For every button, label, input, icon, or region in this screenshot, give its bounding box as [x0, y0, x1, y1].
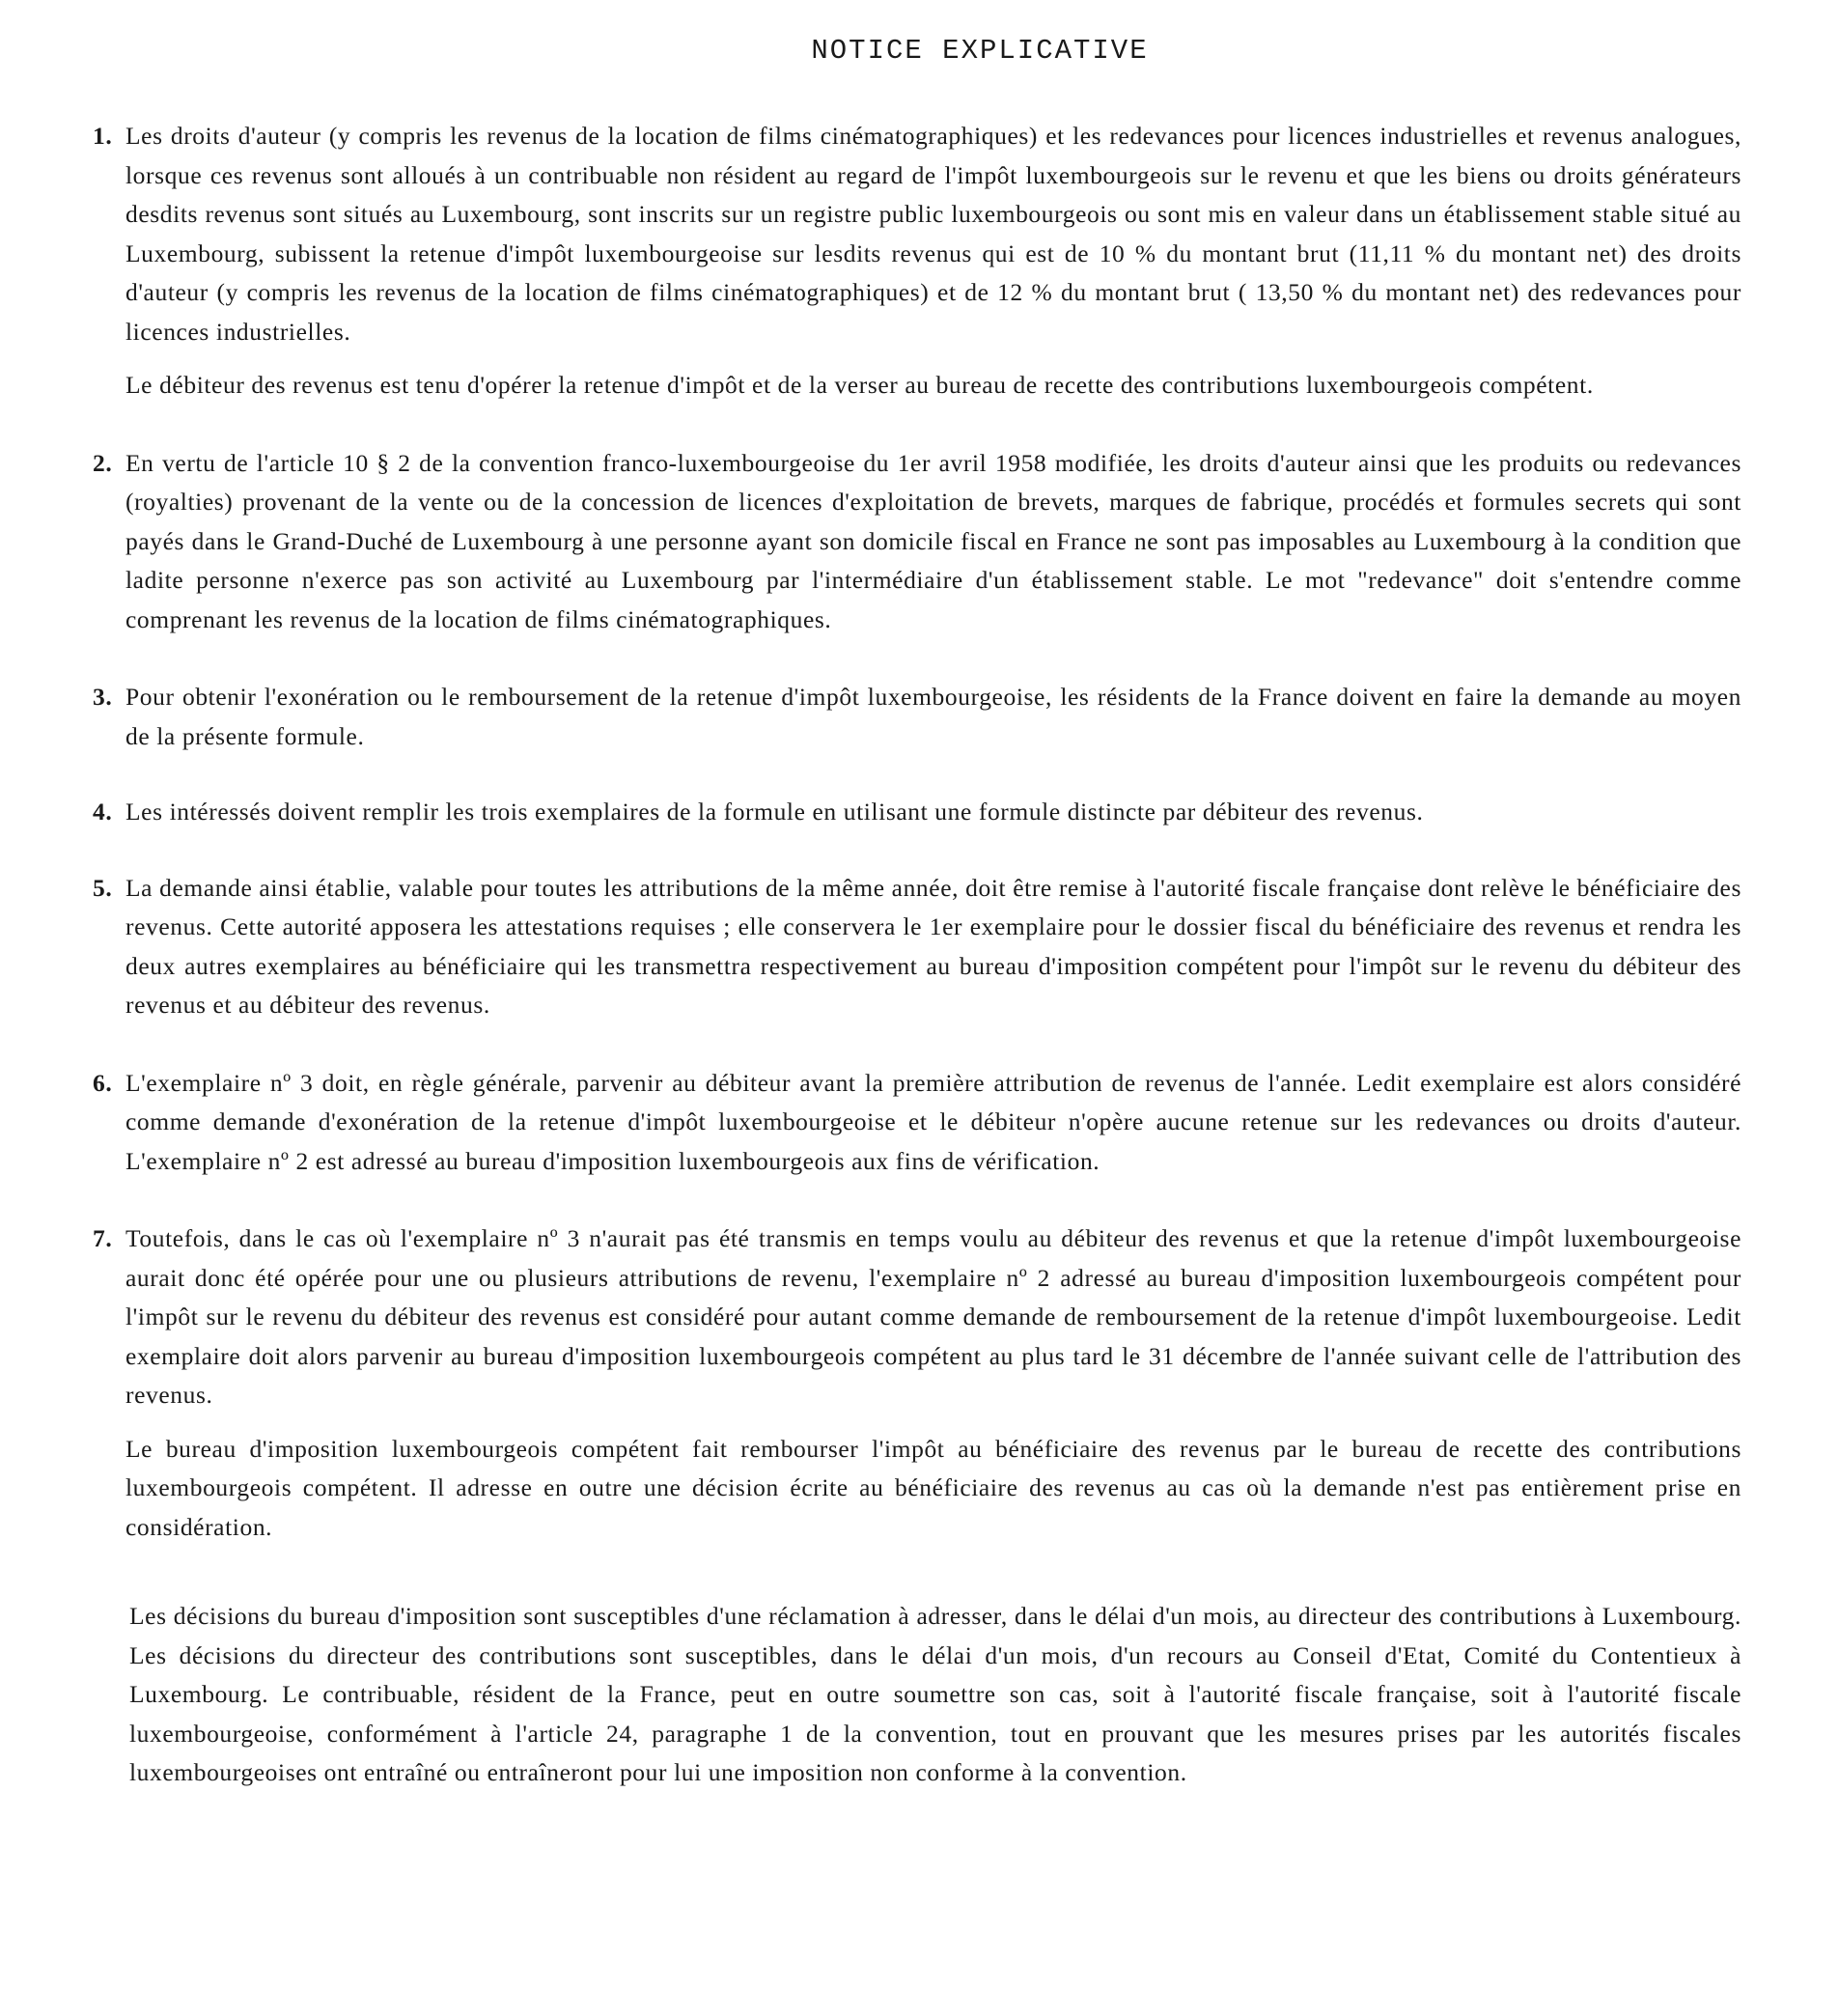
item-number: 2.	[93, 448, 113, 477]
item-paragraph: L'exemplaire nº 3 doit, en règle générale, parvenir au débiteur avant la première attribution de revenus de l'année. Ledit exemplaire est alors considéré comme demande d'exonération de la retenue d'impôt luxembourgeoise et le débiteur n'opère aucune retenue sur les redevances ou droits d'auteur. L'exemplaire nº 2 est adressé au bureau d'imposition luxembourgeois aux fins de vérification.	[125, 1068, 1741, 1175]
numbered-item-7	[93, 1219, 1741, 1547]
numbered-item-6	[93, 1064, 1741, 1182]
item-paragraph: Les intéressés doivent remplir les trois exemplaires de la formule en utilisant une formule distincte par débiteur des revenus.	[125, 798, 1424, 826]
closing-paragraph: Les décisions du bureau d'imposition sont susceptibles d'une réclamation à adresser, dans le délai d'un mois, au directeur des contributions à Luxembourg. Les décisions du directeur des contributions sont susceptibles, dans le délai d'un mois, d'un recours au Conseil d'Etat, Comité du Contentieux à Luxembourg. Le contribuable, résident de la France, peut en outre soumettre son cas, soit à l'autorité fiscale française, soit à l'autorité fiscale luxembourgeoise, conformément à l'article 24, paragraphe 1 de la convention, tout en prouvant que les mesures prises par les autorités fiscales luxembourgeoises ont entraîné ou entraîneront pour lui une imposition non conforme à la convention.	[129, 1602, 1741, 1786]
item-paragraph: Le débiteur des revenus est tenu d'opérer la retenue d'impôt et de la verser au bureau de recette des contributions luxembourgeois compétent.	[125, 371, 1594, 399]
item-paragraph: Toutefois, dans le cas où l'exemplaire nº 3 n'aurait pas été transmis en temps voulu au débiteur des revenus et que la retenue d'impôt luxembourgeoise aurait donc été opérée pour une ou plusieurs attributions de revenu, l'exemplaire nº 2 adressé au bureau d'imposition luxembourgeois compétent pour l'impôt sur le revenu du débiteur des revenus est considéré pour autant comme demande de remboursement de la retenue d'impôt luxembourgeoise. Ledit exemplaire doit alors parvenir au bureau d'imposition luxembourgeois compétent au plus tard le 31 décembre de l'année suivant celle de l'attribution des revenus.	[125, 1224, 1741, 1409]
item-paragraph: Le bureau d'imposition luxembourgeois compétent fait rembourser l'impôt au bénéficiaire des revenus par le bureau de recette des contributions luxembourgeois compétent. Il adresse en outre une décision écrite au bénéficiaire des revenus au cas où la demande n'est pas entièrement prise en considération.	[125, 1434, 1741, 1541]
item-number: 3.	[93, 683, 113, 711]
item-number: 6.	[93, 1068, 113, 1097]
item-paragraph: La demande ainsi établie, valable pour toutes les attributions de la même année, doit être remise à l'autorité fiscale française dont relève le bénéficiaire des revenus. Cette autorité apposera les attestations requises ; elle conservera le 1er exemplaire pour le dossier fiscal du bénéficiaire des revenus et rendra les deux autres exemplaires au bénéficiaire qui les transmettra respectivement au bureau d'imposition compétent pour l'impôt sur le revenu du débiteur des revenus et au débiteur des revenus.	[125, 873, 1741, 1019]
numbered-item-3	[93, 678, 1741, 756]
closing-section	[93, 1597, 1741, 1793]
item-number: 7.	[93, 1224, 113, 1252]
numbered-item-4	[93, 793, 1741, 832]
numbered-item-2	[93, 444, 1741, 640]
item-number: 5.	[93, 873, 113, 902]
numbered-item-1	[93, 117, 1741, 406]
item-paragraph: Les droits d'auteur (y compris les revenus de la location de films cinématographiques) et les redevances pour licences industrielles et revenus analogues, lorsque ces revenus sont alloués à un contribuable non résident au regard de l'impôt luxembourgeois sur le revenu et que les biens ou droits générateurs desdits revenus sont situés au Luxembourg, sont inscrits sur un registre public luxembourgeois ou sont mis en valeur dans un établissement stable situé au Luxembourg, subissent la retenue d'impôt luxembourgeoise sur lesdits revenus qui est de 10 % du montant brut (11,11 % du montant net) des droits d'auteur (y compris les revenus de la location de films cinématographiques) et de 12 % du montant brut ( 13,50 % du montant net) des redevances pour licences industrielles.	[125, 122, 1741, 346]
item-number: 1.	[93, 122, 113, 150]
item-number: 4.	[93, 798, 113, 826]
item-paragraph: En vertu de l'article 10 § 2 de la convention franco-luxembourgeoise du 1er avril 1958 modifiée, les droits d'auteur ainsi que les produits ou redevances (royalties) provenant de la vente ou de la concession de licences d'exploitation de brevets, marques de fabrique, procédés et formules secrets qui sont payés dans le Grand-Duché de Luxembourg à une personne ayant son domicile fiscal en France ne sont pas imposables au Luxembourg à la condition que ladite personne n'exerce pas son activité au Luxembourg par l'intermédiaire d'un établissement stable. Le mot "redevance" doit s'entendre comme comprenant les revenus de la location de films cinématographiques.	[125, 448, 1741, 633]
document-title: NOTICE EXPLICATIVE	[811, 35, 1149, 67]
numbered-item-5	[93, 869, 1741, 1025]
item-paragraph: Pour obtenir l'exonération ou le remboursement de la retenue d'impôt luxembourgeoise, les résidents de la France doivent en faire la demande au moyen de la présente formule.	[125, 683, 1741, 750]
